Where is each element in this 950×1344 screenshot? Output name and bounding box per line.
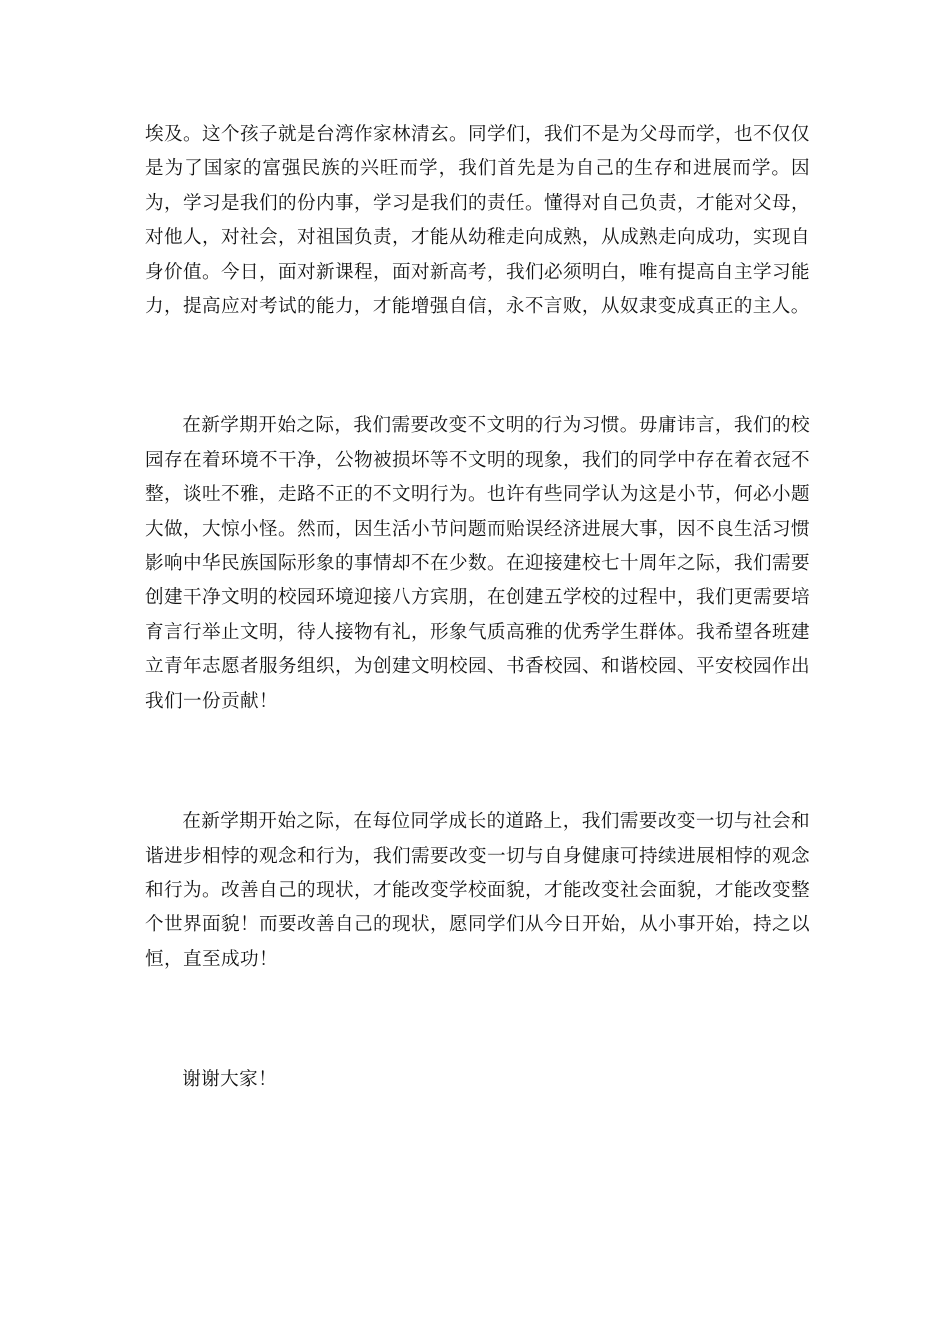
document-body [145,118,810,1098]
paragraph-civil-behavior: 在新学期开始之际，我们需要改变不文明的行为习惯。毋庸讳言，我们的校园存在着环境不干净，公物被损坏等不文明的现象，我们的同学中存在着衣冠不整，谈吐不雅，走路不正的不文明行为。也许有些同学认为这是小节，何必小题大做，大惊小怪。然而，因生活小节问题而贻误经济进展大事，因不良生活习惯影响中华民族国际形象的事情却不在少数。在迎接建校七十周年之际，我们需要创建干净文明的校园环境迎接八方宾朋，在创建五学校的过程中，我们更需要培育言行举止文明，待人接物有礼，形象气质高雅的优秀学生群体。我希望各班建立青年志愿者服务组织，为创建文明校园、书香校园、和谐校园、平安校园作出我们一份贡献！ [145,415,810,712]
paragraph-change-self: 在新学期开始之际，在每位同学成长的道路上，我们需要改变一切与社会和谐进步相悖的观念和行为，我们需要改变一切与自身健康可持续进展相悖的观念和行为。改善自己的现状，才能改变学校面貌，才能改变社会面貌，才能改变整个世界面貌！而要改善自己的现状，愿同学们从今日开始，从小事开始，持之以恒，直至成功！ [145,811,810,970]
closing-thanks: 谢谢大家！ [182,1069,278,1091]
paragraph-continuation: 埃及。这个孩子就是台湾作家林清玄。同学们，我们不是为父母而学，也不仅仅是为了国家的富强民族的兴旺而学，我们首先是为自己的生存和进展而学。因为，学习是我们的份内事，学习是我们的责任。懂得对自己负责，才能对父母，对他人，对社会，对祖国负责，才能从幼稚走向成熟，从成熟走向成功，实现自身价值。今日，面对新课程，面对新高考，我们必须明白，唯有提高自主学习能力，提高应对考试的能力，才能增强自信，永不言败，从奴隶变成真正的主人。 [145,124,810,318]
